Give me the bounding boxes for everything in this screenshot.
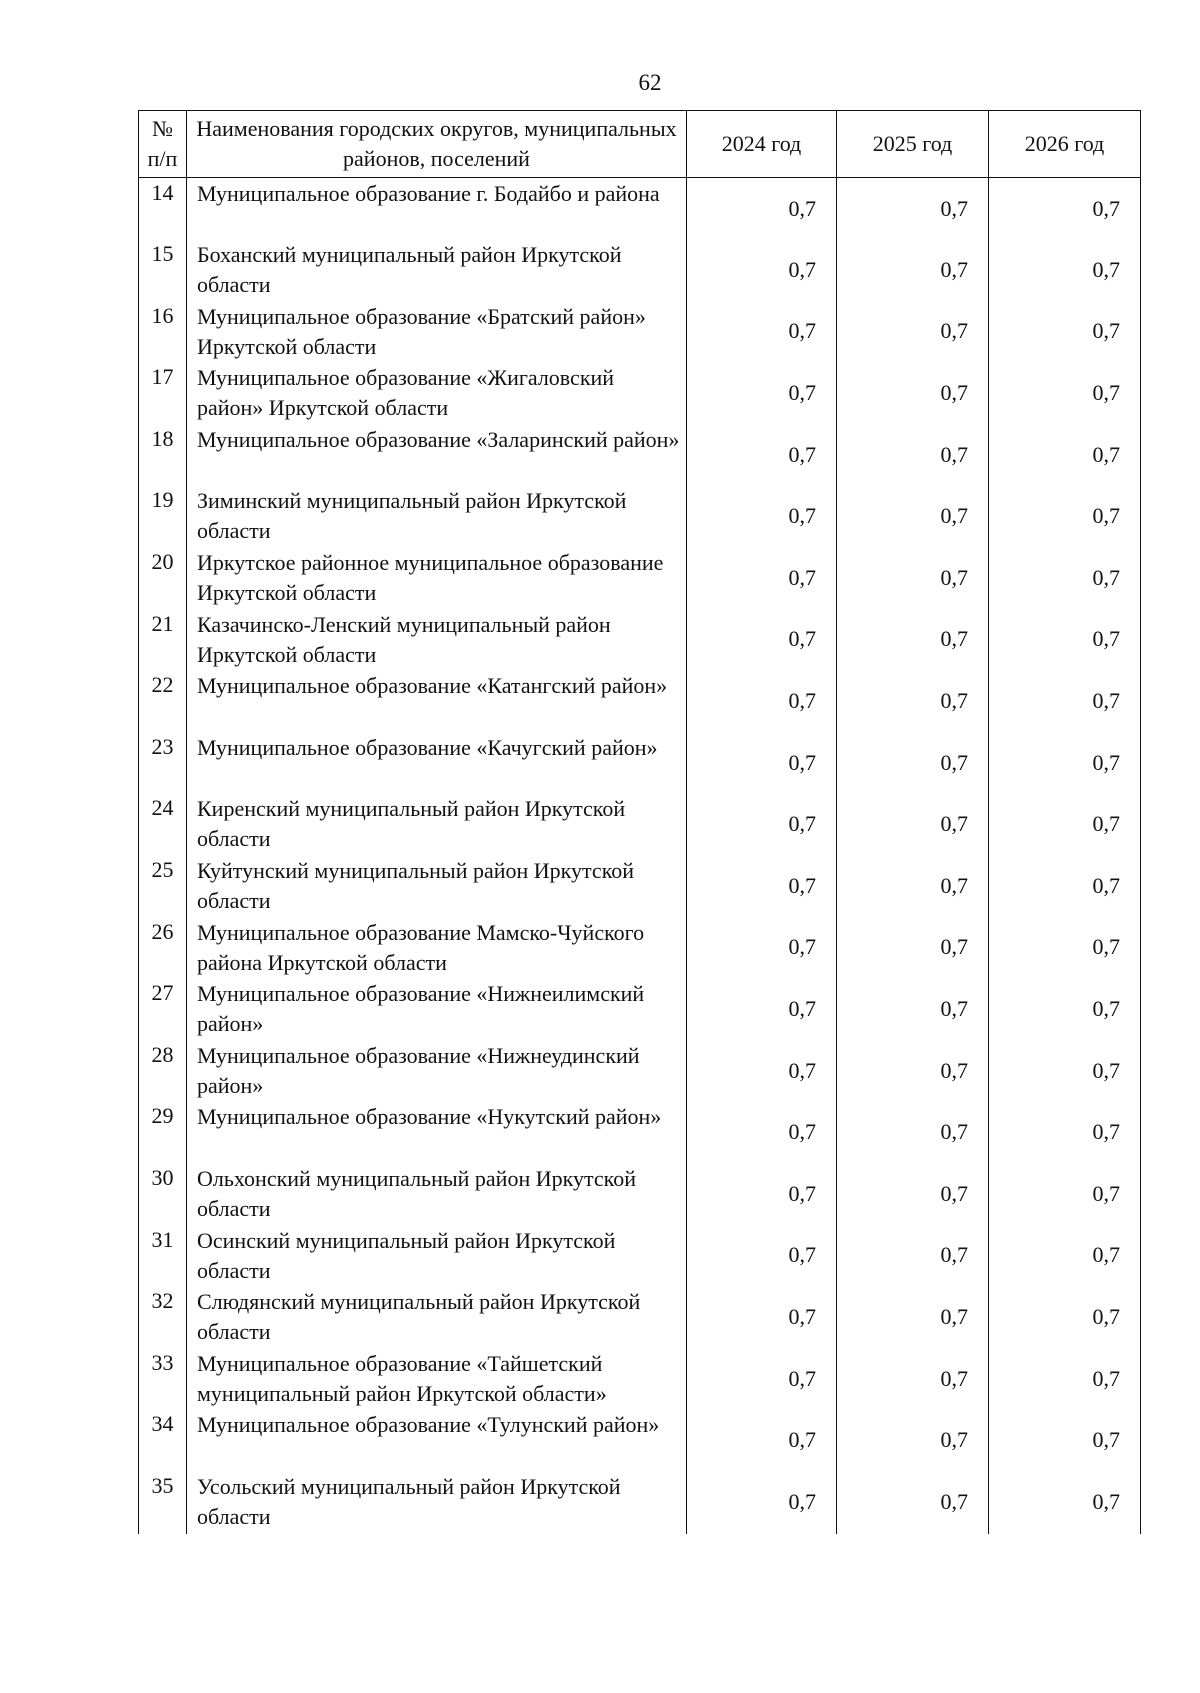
row-name: Муниципальное образование «Нукутский район» [187,1101,687,1163]
value-2024: 0,7 [687,609,837,671]
row-number: 21 [139,609,187,671]
value-2026: 0,7 [989,855,1141,917]
value-2025: 0,7 [837,1348,989,1410]
value-2024: 0,7 [687,978,837,1040]
table-header-row [139,111,1141,178]
value-2024: 0,7 [687,732,837,794]
header-2026: 2026 год [989,111,1141,178]
table-body [139,178,1141,1534]
row-name: Муниципальное образование «Качугский район» [187,732,687,794]
row-number: 17 [139,362,187,424]
value-2025: 0,7 [837,1040,989,1102]
value-2026: 0,7 [989,1286,1141,1348]
table-row [139,1286,1141,1348]
row-number: 20 [139,547,187,609]
value-2024: 0,7 [687,1040,837,1102]
row-name: Киренский муниципальный район Иркутской области [187,793,687,855]
value-2026: 0,7 [989,670,1141,732]
value-2025: 0,7 [837,1163,989,1225]
value-2024: 0,7 [687,424,837,486]
row-name: Муниципальное образование «Нижнеудинский район» [187,1040,687,1102]
row-name: Муниципальное образование г. Бодайбо и района [187,178,687,240]
table-row [139,855,1141,917]
value-2025: 0,7 [837,1286,989,1348]
value-2024: 0,7 [687,1225,837,1287]
table-row [139,1040,1141,1102]
value-2024: 0,7 [687,855,837,917]
value-2024: 0,7 [687,485,837,547]
value-2026: 0,7 [989,362,1141,424]
row-number: 29 [139,1101,187,1163]
row-number: 33 [139,1348,187,1410]
value-2026: 0,7 [989,178,1141,240]
value-2025: 0,7 [837,732,989,794]
row-name: Муниципальное образование «Жигаловский район» Иркутской области [187,362,687,424]
table-row [139,547,1141,609]
value-2025: 0,7 [837,1409,989,1471]
table-row [139,424,1141,486]
value-2025: 0,7 [837,239,989,301]
row-name: Муниципальное образование «Тулунский район» [187,1409,687,1471]
value-2025: 0,7 [837,917,989,979]
row-name: Муниципальное образование Мамско-Чуйского района Иркутской области [187,917,687,979]
row-name: Усольский муниципальный район Иркутской области [187,1471,687,1534]
row-name: Иркутское районное муниципальное образование Иркутской области [187,547,687,609]
row-number: 16 [139,301,187,363]
row-number: 28 [139,1040,187,1102]
value-2026: 0,7 [989,239,1141,301]
row-number: 25 [139,855,187,917]
value-2026: 0,7 [989,1225,1141,1287]
row-number: 19 [139,485,187,547]
row-number: 26 [139,917,187,979]
table-row [139,917,1141,979]
value-2025: 0,7 [837,609,989,671]
value-2024: 0,7 [687,547,837,609]
value-2025: 0,7 [837,855,989,917]
value-2024: 0,7 [687,1286,837,1348]
value-2024: 0,7 [687,362,837,424]
row-name: Муниципальное образование «Тайшетский муниципальный район Иркутской области» [187,1348,687,1410]
table-row [139,793,1141,855]
row-name: Казачинско-Ленский муниципальный район Иркутской области [187,609,687,671]
value-2026: 0,7 [989,547,1141,609]
row-name: Муниципальное образование «Братский район» Иркутской области [187,301,687,363]
table-row [139,1348,1141,1410]
value-2025: 0,7 [837,670,989,732]
row-number: 32 [139,1286,187,1348]
row-name: Боханский муниципальный район Иркутской области [187,239,687,301]
value-2024: 0,7 [687,793,837,855]
value-2024: 0,7 [687,917,837,979]
table-row [139,1225,1141,1287]
header-2025: 2025 год [837,111,989,178]
value-2024: 0,7 [687,1471,837,1534]
row-number: 14 [139,178,187,240]
page-number: 62 [638,70,662,95]
value-2025: 0,7 [837,1101,989,1163]
table-row [139,609,1141,671]
value-2026: 0,7 [989,1040,1141,1102]
value-2026: 0,7 [989,1409,1141,1471]
value-2026: 0,7 [989,732,1141,794]
table-row [139,485,1141,547]
value-2026: 0,7 [989,1101,1141,1163]
value-2025: 0,7 [837,547,989,609]
value-2024: 0,7 [687,1409,837,1471]
table-row [139,362,1141,424]
value-2025: 0,7 [837,793,989,855]
table-row [139,1409,1141,1471]
row-name: Муниципальное образование «Заларинский район» [187,424,687,486]
value-2026: 0,7 [989,1163,1141,1225]
table-row [139,732,1141,794]
value-2024: 0,7 [687,1101,837,1163]
table-row [139,1163,1141,1225]
header-number: № п/п [139,111,187,178]
value-2026: 0,7 [989,485,1141,547]
row-name: Слюдянский муниципальный район Иркутской области [187,1286,687,1348]
value-2025: 0,7 [837,178,989,240]
value-2025: 0,7 [837,301,989,363]
value-2025: 0,7 [837,424,989,486]
value-2026: 0,7 [989,1348,1141,1410]
row-number: 22 [139,670,187,732]
value-2026: 0,7 [989,978,1141,1040]
municipal-table [138,110,1141,1534]
row-name: Муниципальное образование «Нижнеилимский район» [187,978,687,1040]
header-2024: 2024 год [687,111,837,178]
value-2024: 0,7 [687,178,837,240]
value-2024: 0,7 [687,1348,837,1410]
value-2026: 0,7 [989,609,1141,671]
value-2026: 0,7 [989,793,1141,855]
row-name: Куйтунский муниципальный район Иркутской области [187,855,687,917]
row-number: 35 [139,1471,187,1534]
value-2024: 0,7 [687,301,837,363]
table-row [139,178,1141,240]
value-2024: 0,7 [687,1163,837,1225]
row-number: 34 [139,1409,187,1471]
value-2025: 0,7 [837,485,989,547]
value-2026: 0,7 [989,424,1141,486]
value-2024: 0,7 [687,670,837,732]
table-row [139,1101,1141,1163]
row-name: Осинский муниципальный район Иркутской области [187,1225,687,1287]
value-2025: 0,7 [837,1225,989,1287]
value-2025: 0,7 [837,1471,989,1534]
table-row [139,978,1141,1040]
header-name: Наименования городских округов, муниципальных районов, поселений [187,111,687,178]
table-row [139,239,1141,301]
row-name: Ольхонский муниципальный район Иркутской области [187,1163,687,1225]
value-2024: 0,7 [687,239,837,301]
row-number: 15 [139,239,187,301]
value-2026: 0,7 [989,1471,1141,1534]
row-name: Зиминский муниципальный район Иркутской области [187,485,687,547]
row-number: 31 [139,1225,187,1287]
row-name: Муниципальное образование «Катангский район» [187,670,687,732]
row-number: 18 [139,424,187,486]
value-2026: 0,7 [989,301,1141,363]
value-2026: 0,7 [989,917,1141,979]
value-2025: 0,7 [837,362,989,424]
table-row [139,670,1141,732]
table-row [139,1471,1141,1534]
row-number: 24 [139,793,187,855]
row-number: 27 [139,978,187,1040]
value-2025: 0,7 [837,978,989,1040]
row-number: 30 [139,1163,187,1225]
table-row [139,301,1141,363]
row-number: 23 [139,732,187,794]
